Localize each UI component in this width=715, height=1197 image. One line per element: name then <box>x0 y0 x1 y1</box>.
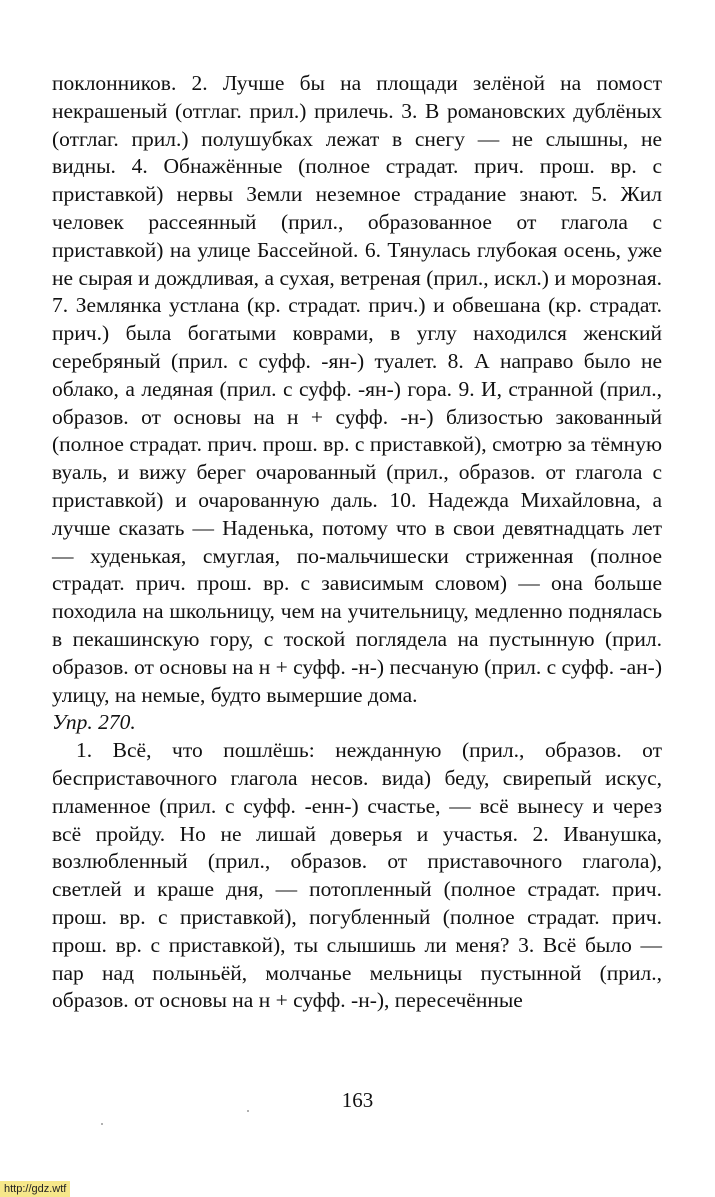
page-number: 163 <box>341 1088 374 1112</box>
page-text <box>52 70 662 1015</box>
watermark-link[interactable]: http://gdz.wtf <box>0 1181 70 1197</box>
paragraph-1: поклонников. 2. Лучше бы на площади зелёной на помост некрашеный (отглаг. прил.) прилечь. 3. В романовских дублёных (отглаг. прил.) полушубках лежат в снегу — не слышны, не видны. 4. Обнажённые (полное страдат. прич. прош. вр. с приставкой) нервы Земли неземное страдание знают. 5. Жил человек рассеянный (прил., образованное от глагола с приставкой) на улице Бассейной. 6. Тянулась глубокая осень, уже не сырая и дождливая, а сухая, ветреная (прил., искл.) и морозная. 7. Землянка устлана (кр. страдат. прич.) и обвешана (кр. страдат. прич.) была богатыми коврами, в углу находился женский серебряный (прил. с суфф. -ян-) туалет. 8. А направо было не облако, а ледяная (прил. с суфф. -ян-) гора. 9. И, странной (прил., образов. от основы на н + суфф. -н-) близостью закованный (полное страдат. прич. прош. вр. с приставкой), смотрю за тёмную вуаль, и вижу берег очарованный (прил., образов. от глагола с приставкой) и очарованную даль. 10. Надежда Михайловна, а лучше сказать — Наденька, потому что в свои девятнадцать лет — худенькая, смуглая, по-мальчишески стриженная (полное страдат. прич. прош. вр. с зависимым словом) — она больше походила на школьницу, чем на учительницу, медленно поднялась в пекашинскую гору, с тоской поглядела на пустынную (прил. образов. от основы на н + суфф. -н-) песчаную (прил. с суфф. -ан-) улицу, на немые, будто вымершие дома. <box>52 71 662 707</box>
exercise-heading: Упр. 270. <box>52 710 136 735</box>
scan-speck <box>101 1123 103 1125</box>
paragraph-2: 1. Всё, что пошлёшь: нежданную (прил., образов. от бесприставочного глагола несов. вида) беду, свирепый искус, пламенное (прил. с суфф. -енн-) счастье, — всё вынесу и через всё пройду. Но не лишай доверья и участья. 2. Иванушка, возлюбленный (прил., образов. от приставочного глагола), светлей и краше дня, — потопленный (полное страдат. прич. прош. вр. с приставкой), погубленный (полное страдат. прич. прош. вр. с приставкой), ты слышишь ли меня? 3. Всё было — пар над полыньёй, молчанье мельницы пустынной (прил., образов. от основы на н + суфф. -н-), пересечённые <box>52 738 662 1013</box>
scan-speck <box>247 1110 249 1112</box>
